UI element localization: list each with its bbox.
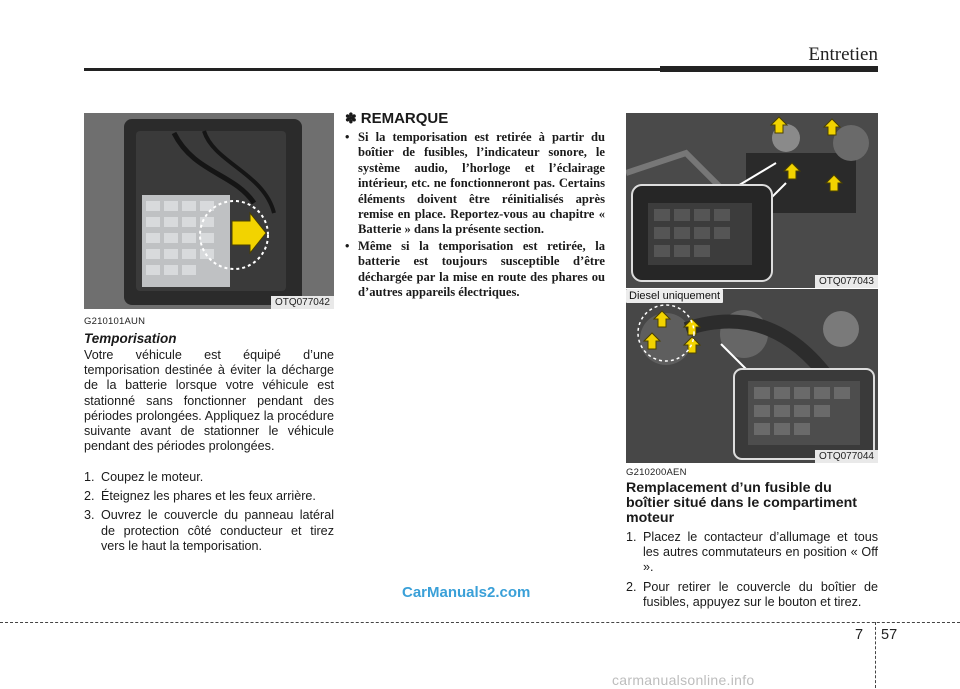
section-code-temporisation: G210101AUN [84, 316, 146, 327]
header-rule-thick [660, 66, 878, 72]
footer-divider [875, 622, 876, 688]
paragraph-temporisation: Votre véhicule est équipé d’une temporisation destinée à éviter la décharge de la batterie lorsque votre véhicule est stationné sans fonctionner pendant des périodes prolongées. Appliquez la procédure suivante avant de stationner le véhicule pendant des périodes prolongées. [84, 348, 334, 454]
list-item: 1. Placez le contacteur d’allumage et tous les autres commutateurs en position « Off ». [626, 530, 878, 575]
section-code-fuse-replacement: G210200AEN [626, 467, 687, 478]
steps-temporisation [84, 470, 334, 558]
list-item: • Même si la temporisation est retirée, la batterie est toujours susceptible d’être déchargée par la mise en route des phares ou d’autres appareils électriques. [345, 238, 605, 300]
diesel-engine-photo [626, 289, 878, 463]
steps-fuse-replacement [626, 530, 878, 614]
photo-label-otq077042: OTQ077042 [271, 296, 334, 309]
note-heading: ✽ REMARQUE [345, 110, 449, 127]
fuse-panel-photo [84, 113, 334, 309]
header-rule [84, 68, 660, 71]
photo-label-otq077044: OTQ077044 [815, 450, 878, 463]
section-title: Entretien [808, 44, 878, 65]
fuse-panel-illustration [84, 113, 334, 309]
diesel-engine-illustration [626, 289, 878, 463]
list-item: 2. Pour retirer le couvercle du boîtier de fusibles, appuyez sur le bouton et tirez. [626, 579, 878, 609]
list-item: 3. Ouvrez le couvercle du panneau latéral de protection côté conducteur et tirez vers le haut la temporisation. [84, 508, 334, 553]
list-item: 1. Coupez le moteur. [84, 470, 204, 484]
section-number: 7 [855, 627, 864, 643]
note-bullets [345, 130, 605, 301]
watermark-link[interactable]: CarManuals2.com [402, 584, 531, 601]
photo-label-otq077043: OTQ077043 [815, 275, 878, 288]
engine-compartment-photo [626, 113, 878, 288]
footer-rule [0, 622, 960, 623]
engine-compartment-illustration [626, 113, 878, 288]
subheading-temporisation: Temporisation [84, 331, 177, 346]
asterisk-icon: ✽ [345, 110, 357, 126]
list-item: • Si la temporisation est retirée à partir du boîtier de fusibles, l’indicateur sonore, le système audio, l’horloge et l’éclairage intérieur, etc. ne fonctionneront pas. Certains éléments doivent être réinitialisés après remise en place. Reportez-vous au chapitre « Batterie » dans la présente section. [345, 130, 605, 237]
page-number: 57 [881, 627, 898, 643]
list-item: 2. Éteignez les phares et les feux arrière. [84, 489, 316, 504]
diesel-only-label: Diesel uniquement [626, 289, 723, 303]
site-watermark: carmanualsonline.info [612, 672, 755, 688]
heading-fuse-replacement: Remplacement d’un fusible du boîtier situé dans le compartiment moteur [626, 480, 857, 526]
